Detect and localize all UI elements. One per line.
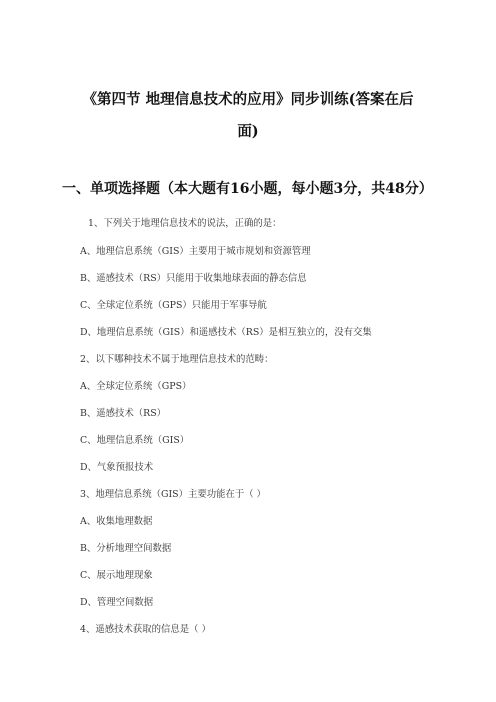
document-title-line-1: 《第四节 地理信息技术的应用》同步训练(答案在后 [82, 91, 414, 108]
option-line: C、地理信息系统（GIS） [80, 435, 190, 446]
option-line: C、展示地理现象 [80, 570, 153, 581]
option-line: D、管理空间数据 [80, 597, 154, 608]
option-line: D、地理信息系统（GIS）和遥感技术（RS）是相互独立的，没有交集 [80, 327, 372, 338]
option-line: A、收集地理数据 [80, 516, 153, 527]
option-line: B、分析地理空间数据 [80, 543, 172, 554]
option-line: D、气象预报技术 [80, 462, 154, 473]
option-line: B、遥感技术（RS）只能用于收集地球表面的静态信息 [80, 273, 307, 284]
document-title-line-2: 面) [237, 123, 259, 140]
question-line: 2、以下哪种技术不属于地理信息技术的范畴： [80, 354, 274, 365]
option-line: A、全球定位系统（GPS） [80, 381, 192, 392]
option-line: C、全球定位系统（GPS）只能用于军事导航 [80, 300, 267, 311]
question-line: 1、下列关于地理信息技术的说法，正确的是： [88, 218, 282, 229]
section-heading: 一、单项选择题（本大题有16小题，每小题3分，共48分） [62, 181, 433, 197]
question-line: 4、遥感技术获取的信息是（ ） [80, 624, 211, 635]
option-line: A、地理信息系统（GIS）主要用于城市规划和资源管理 [80, 246, 311, 257]
question-line: 3、地理信息系统（GIS）主要功能在于（ ） [80, 489, 266, 500]
option-line: B、遥感技术（RS） [80, 408, 166, 419]
